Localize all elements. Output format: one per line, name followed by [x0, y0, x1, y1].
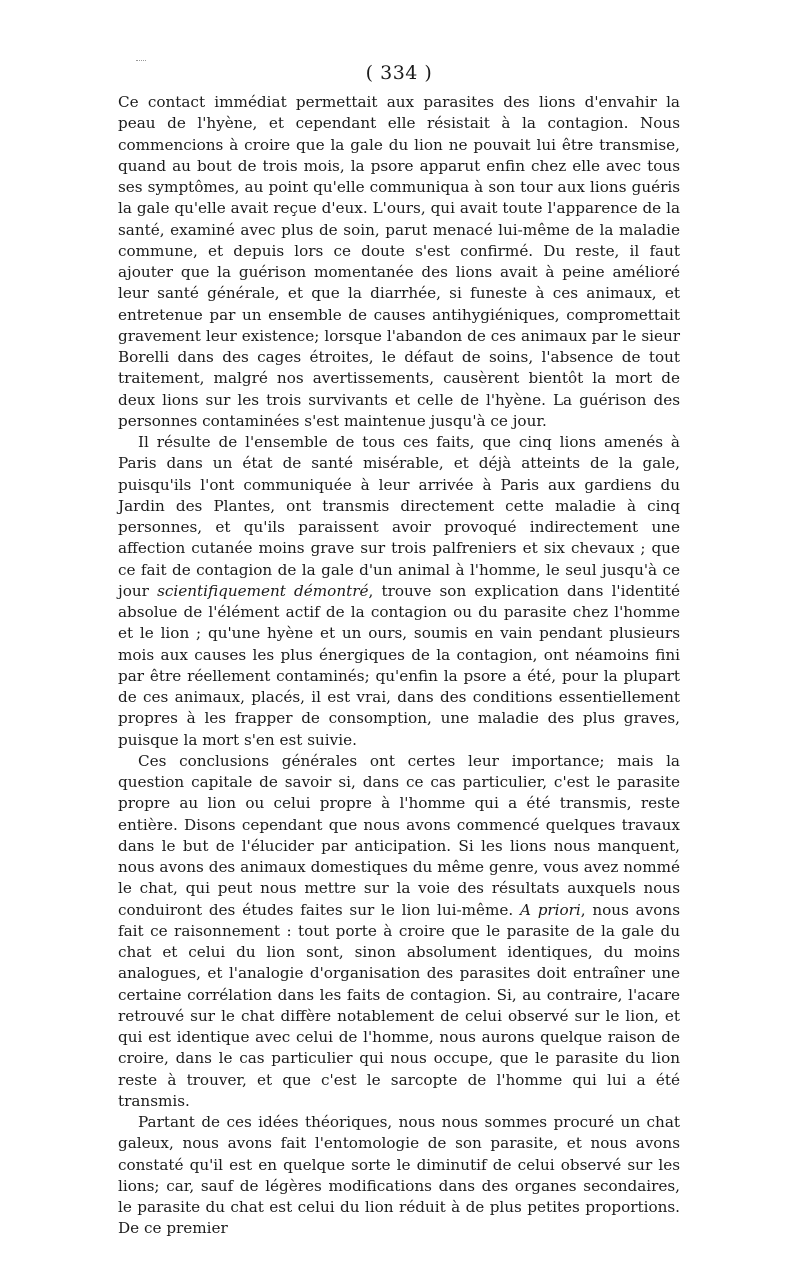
paragraph-3 — [118, 751, 680, 1112]
paragraph-4 — [118, 1112, 680, 1240]
paragraph-3-text-before: Ces conclusions générales ont certes leur importance; mais la question capitale de savoir si, dans ce cas particulier, c'est le parasite propre au lion ou celui propre à l'homme qui a été transmis, reste entière. Disons cependant que nous avons commencé quelques travaux dans le but de l'élucider par anticipation. Si les lions nous manquent, nous avons des animaux domestiques du même genre, vous avez nommé le chat, qui peut nous mettre sur la voie des résultats auxquels nous conduiront des études faites sur le lion lui-même. — [118, 751, 680, 919]
paragraph-1-text: Ce contact immédiat permettait aux parasites des lions d'envahir la peau de l'hyène, et cependant elle résistait à la contagion. Nous commencions à croire que la gale du lion ne pouvait lui être transmise, quand au bout de trois mois, la psore apparut enfin chez elle avec tous ses symptômes, au point qu'elle communiqua à son tour aux lions guéris la gale qu'elle avait reçue d'eux. L'ours, qui avait toute l'apparence de la santé, examiné avec plus de soin, parut menacé lui-même de la maladie commune, et depuis lors ce doute s'est confirmé. Du reste, il faut ajouter que la guérison momentanée des lions avait à peine amélioré leur santé générale, et que la diarrhée, si funeste à ces animaux, et entretenue par un ensemble de causes antihygiéniques, compromettait gravement leur existence; lorsque l'abandon de ces animaux par le sieur Borelli dans des cages étroites, le défaut de soins, l'absence de tout traitement, malgré nos avertissements, causèrent bientôt la mort de deux lions sur les trois survivants et celle de l'hyène. La guérison des personnes contaminées s'est maintenue jusqu'à ce jour. — [118, 93, 680, 430]
paragraph-3-text-after: , nous avons fait ce raisonnement : tout porte à croire que le parasite de la gale du chat et celui du lion sont, sinon absolument identiques, du moins analogues, et l'analogie d'organisation des parasites doit entraîner une certaine corrélation dans les faits de contagion. Si, au contraire, l'acare retrouvé sur le chat diffère notablement de celui observé sur le lion, et qui est identique avec celui de l'homme, nous aurons quelque raison de croire, dans le cas particulier qui nous occupe, que le parasite du lion reste à trouver, et que c'est le sarcopte de l'homme qui lui a été transmis. — [118, 900, 680, 1110]
paragraph-2-text-after: , trouve son explication dans l'identité absolue de l'élément actif de la contagion ou du parasite chez l'homme et le lion ; qu'une hyène et un ours, soumis en vain pendant plusieurs mois aux causes les plus énergiques de la contagion, ont néamoins fini par être réellement contaminés; qu'enfin la psore a été, pour la plupart de ces animaux, placés, il est vrai, dans des conditions essentiellement propres à les frapper de consomption, une maladie des plus graves, puisque la mort s'en est suivie. — [118, 581, 681, 749]
paragraph-1 — [118, 92, 680, 432]
paragraph-3-emphasis: A priori — [519, 900, 581, 919]
paragraph-2-text-before: Il résulte de l'ensemble de tous ces faits, que cinq lions amenés à Paris dans un état de santé misérable, et déjà atteints de la gale, puisqu'ils l'ont communiquée à leur arrivée à Paris aux gardiens du Jardin des Plantes, ont transmis directement cette maladie à cinq personnes, et qu'ils paraissent avoir provoqué indirectement une affection cutanée moins grave sur trois palfreniers et six chevaux ; que ce fait de contagion de la gale d'un animal à l'homme, le seul jusqu'à ce jour — [118, 433, 680, 600]
paragraph-2 — [118, 432, 680, 751]
page-number: ( 334 ) — [365, 62, 433, 84]
paragraph-2-emphasis: scientifiquement démontré — [157, 581, 369, 600]
book-page — [118, 60, 680, 1240]
paragraph-4-text: Partant de ces idées théoriques, nous nous sommes procuré un chat galeux, nous avons fait l'entomologie de son parasite, et nous avons constaté qu'il est en quelque sorte le diminutif de celui observé sur les lions; car, sauf de légères modifications dans des organes secondaires, le parasite du chat est celui du lion réduit à de plus petites proportions. De ce premier — [118, 1113, 680, 1238]
